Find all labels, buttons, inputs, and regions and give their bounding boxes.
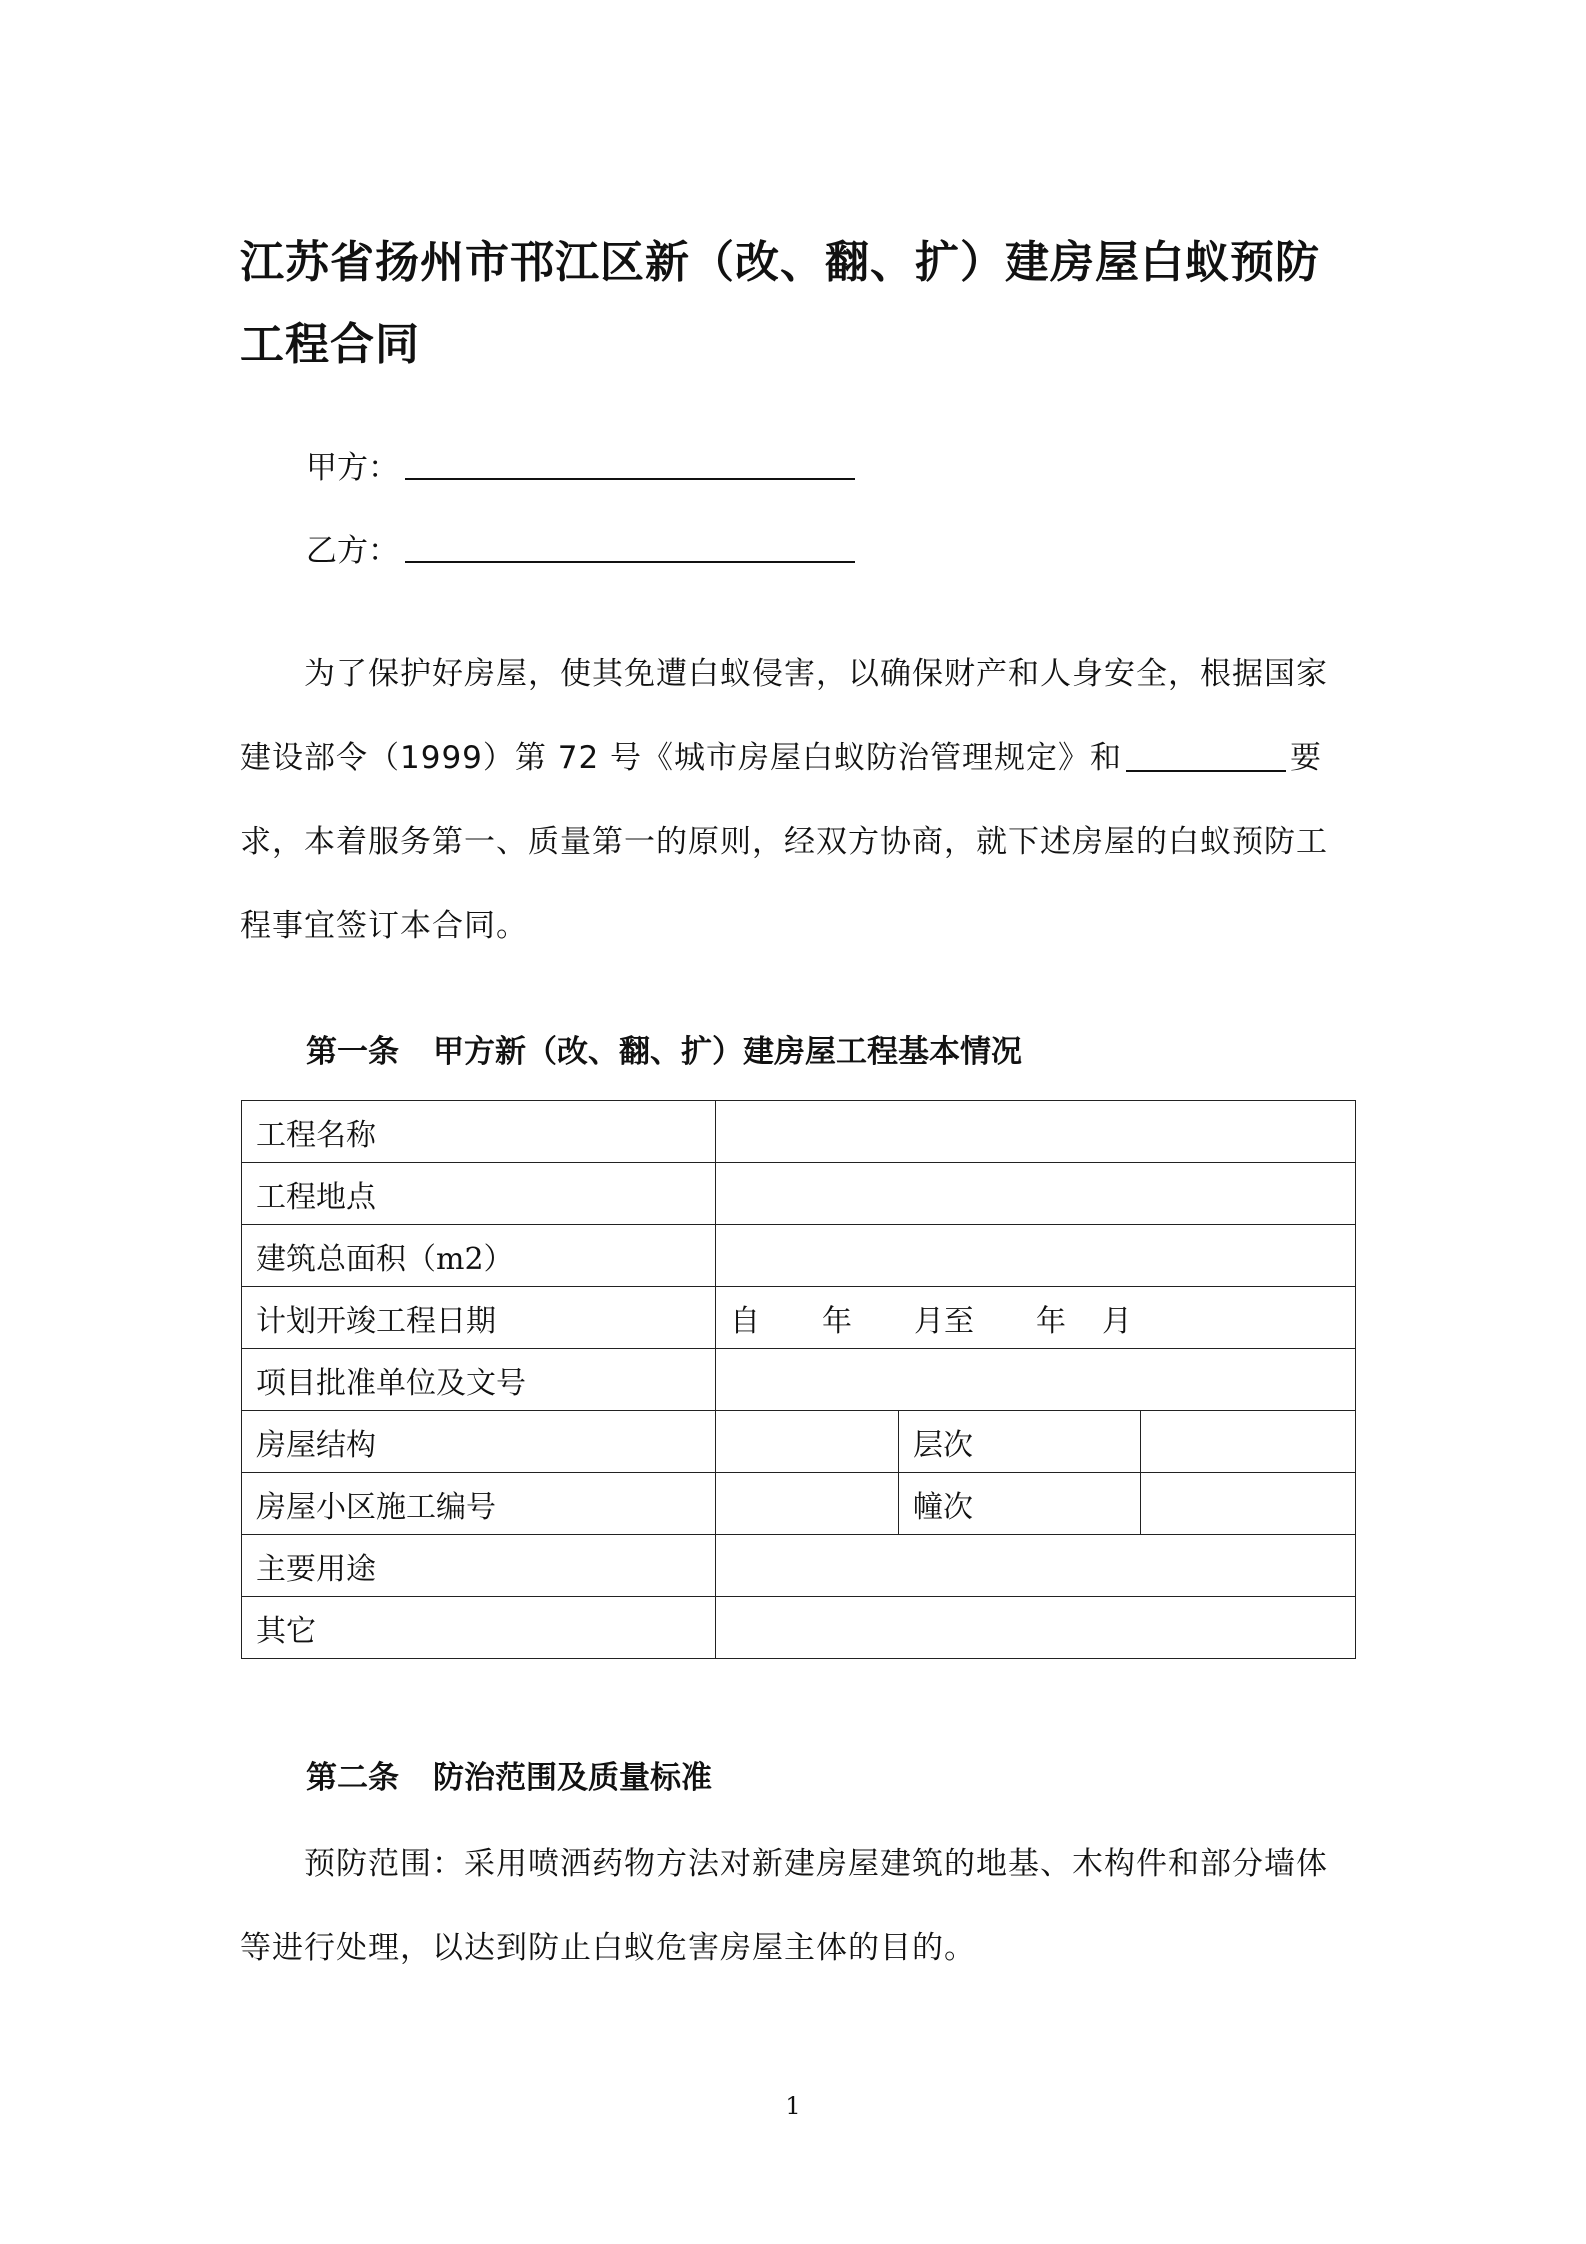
- project-info-table: [241, 1100, 1356, 1659]
- other-field[interactable]: [716, 1597, 1356, 1659]
- structure-field[interactable]: [716, 1411, 899, 1473]
- article-1-heading: [306, 1032, 1022, 1072]
- party-b-label: 乙方：: [306, 533, 399, 569]
- prevention-scope-paragraph: 预防范围：采用喷洒药物方法对新建房屋建筑的地基、木构件和部分墙体等进行处理，以达到防止白蚁危害房屋主体的目的。: [240, 1846, 1328, 1966]
- planned-dates-label: 计划开竣工程日期: [242, 1287, 716, 1349]
- date-year1-text: 年: [822, 1303, 852, 1339]
- table-row: [242, 1473, 1356, 1535]
- intro-text-before-blank: 为了保护好房屋，使其免遭白蚁侵害，以确保财产和人身安全，根据国家建设部令（1999）第 72 号《城市房屋白蚁防治管理规定》和: [240, 656, 1328, 776]
- project-location-label: 工程地点: [242, 1163, 716, 1225]
- planned-dates-field[interactable]: [716, 1287, 1356, 1349]
- approval-field[interactable]: [716, 1349, 1356, 1411]
- date-month-text: 月: [1102, 1303, 1132, 1339]
- article-1-number: 第一条: [306, 1034, 399, 1070]
- table-row: [242, 1287, 1356, 1349]
- approval-label: 项目批准单位及文号: [242, 1349, 716, 1411]
- article-2-number: 第二条: [306, 1760, 399, 1796]
- project-name-label: 工程名称: [242, 1101, 716, 1163]
- page-number: 1: [785, 2092, 801, 2120]
- article-2-title: 防治范围及质量标准: [433, 1760, 712, 1796]
- table-row: [242, 1597, 1356, 1659]
- date-year2-text: 年: [1036, 1303, 1066, 1339]
- table-row: [242, 1411, 1356, 1473]
- intro-text-after-blank: 要求，本着服务第一、质量第一的原则，经双方协商，就下述房屋的白蚁预防工程事宜签订本合同。: [240, 740, 1328, 944]
- floors-field[interactable]: [1141, 1411, 1356, 1473]
- document-title: 江苏省扬州市邗江区新（改、翻、扩）建房屋白蚁预防工程合同: [240, 237, 1320, 370]
- table-row: [242, 1225, 1356, 1287]
- party-b-blank[interactable]: [405, 531, 855, 563]
- total-area-field[interactable]: [716, 1225, 1356, 1287]
- party-a-blank[interactable]: [405, 448, 855, 480]
- community-no-label: 房屋小区施工编号: [242, 1473, 716, 1535]
- project-name-field[interactable]: [716, 1101, 1356, 1163]
- total-area-label: 建筑总面积（m2）: [242, 1225, 716, 1287]
- floors-label: 层次: [899, 1411, 1141, 1473]
- other-label: 其它: [242, 1597, 716, 1659]
- buildings-field[interactable]: [1141, 1473, 1356, 1535]
- article-2-heading: [306, 1758, 712, 1798]
- regulation-blank[interactable]: [1126, 740, 1286, 772]
- table-row: [242, 1349, 1356, 1411]
- table-row: [242, 1101, 1356, 1163]
- party-a-line: [306, 448, 855, 488]
- article-1-title: 甲方新（改、翻、扩）建房屋工程基本情况: [433, 1034, 1022, 1070]
- main-use-label: 主要用途: [242, 1535, 716, 1597]
- date-month-to-text: 月至: [914, 1303, 974, 1339]
- project-location-field[interactable]: [716, 1163, 1356, 1225]
- main-use-field[interactable]: [716, 1535, 1356, 1597]
- date-from-text: 自: [730, 1303, 760, 1339]
- party-b-line: [306, 531, 855, 571]
- table-row: [242, 1163, 1356, 1225]
- intro-paragraph: [240, 632, 1340, 968]
- party-a-label: 甲方：: [306, 450, 399, 486]
- community-no-field[interactable]: [716, 1473, 899, 1535]
- buildings-label: 幢次: [899, 1473, 1141, 1535]
- table-row: [242, 1535, 1356, 1597]
- structure-label: 房屋结构: [242, 1411, 716, 1473]
